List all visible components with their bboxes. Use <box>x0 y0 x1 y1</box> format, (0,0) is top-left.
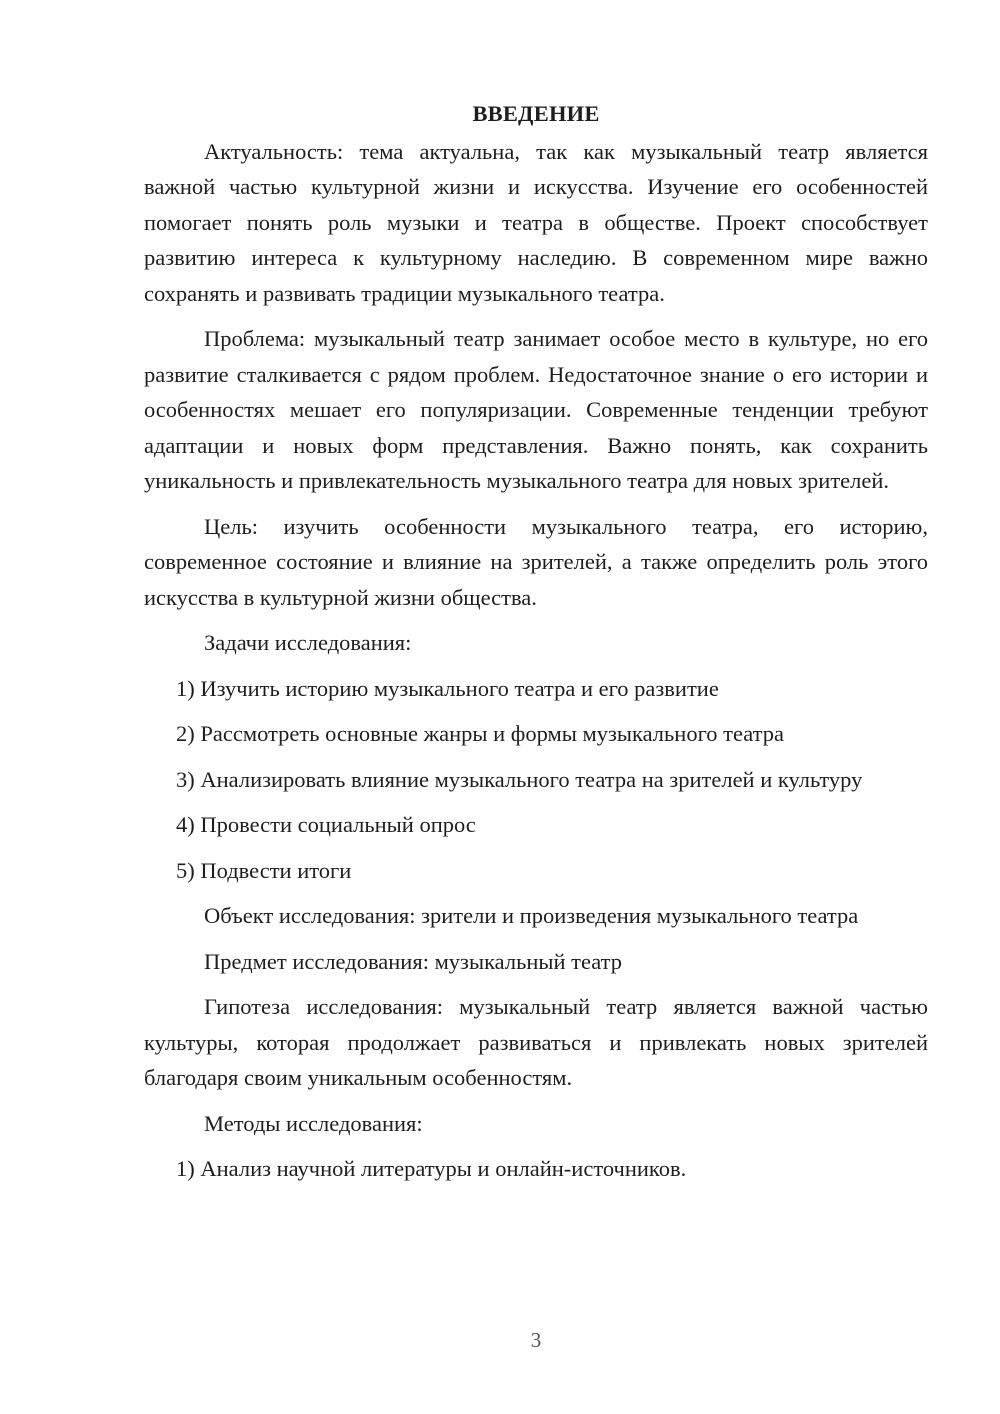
research-object: Объект исследования: зрители и произведения музыкального театра <box>204 903 859 928</box>
task-item-5: 5) Подвести итоги <box>176 857 352 883</box>
research-subject: Предмет исследования: музыкальный театр <box>204 948 623 974</box>
hypothesis-paragraph: Гипотеза исследования: музыкальный театр является важной частью культуры, которая продолжает развиваться и привлекать новых зрителей благодаря своим уникальным особенностям. <box>144 994 928 1090</box>
task-item-3: 3) Анализировать влияние музыкального театра на зрителей и культуру <box>176 766 863 792</box>
page-title: ВВЕДЕНИЕ <box>472 101 600 126</box>
tasks-heading: Задачи исследования: <box>204 630 412 655</box>
task-item-1: 1) Изучить историю музыкального театра и его развитие <box>176 675 719 701</box>
problem-paragraph: Проблема: музыкальный театр занимает особое место в культуре, но его развитие сталкивается с рядом проблем. Недостаточное знание о его истории и особенностях мешает его популяризации. Современные тенденции требуют адаптации и новых форм представления. Важно понять, как сохранить уникальность и привлекательность музыкального театра для новых зрителей. <box>144 326 928 493</box>
method-item-1: 1) Анализ научной литературы и онлайн-источников. <box>176 1156 687 1181</box>
methods-heading: Методы исследования: <box>204 1110 423 1136</box>
page-number: 3 <box>530 1328 542 1352</box>
task-item-2: 2) Рассмотреть основные жанры и формы музыкального театра <box>176 721 784 746</box>
task-item-4: 4) Провести социальный опрос <box>176 812 476 837</box>
document-page <box>144 96 928 1197</box>
relevance-paragraph: Актуальность: тема актуальна, так как музыкальный театр является важной частью культурной жизни и искусства. Изучение его особенностей помогает понять роль музыки и театра в обществе. Проект способствует развитию интереса к культурному наследию. В современном мире важно сохранять и развивать традиции музыкального театра. <box>144 138 928 306</box>
goal-paragraph: Цель: изучить особенности музыкального театра, его историю, современное состояние и влияние на зрителей, а также определить роль этого искусства в культурной жизни общества. <box>144 513 928 610</box>
